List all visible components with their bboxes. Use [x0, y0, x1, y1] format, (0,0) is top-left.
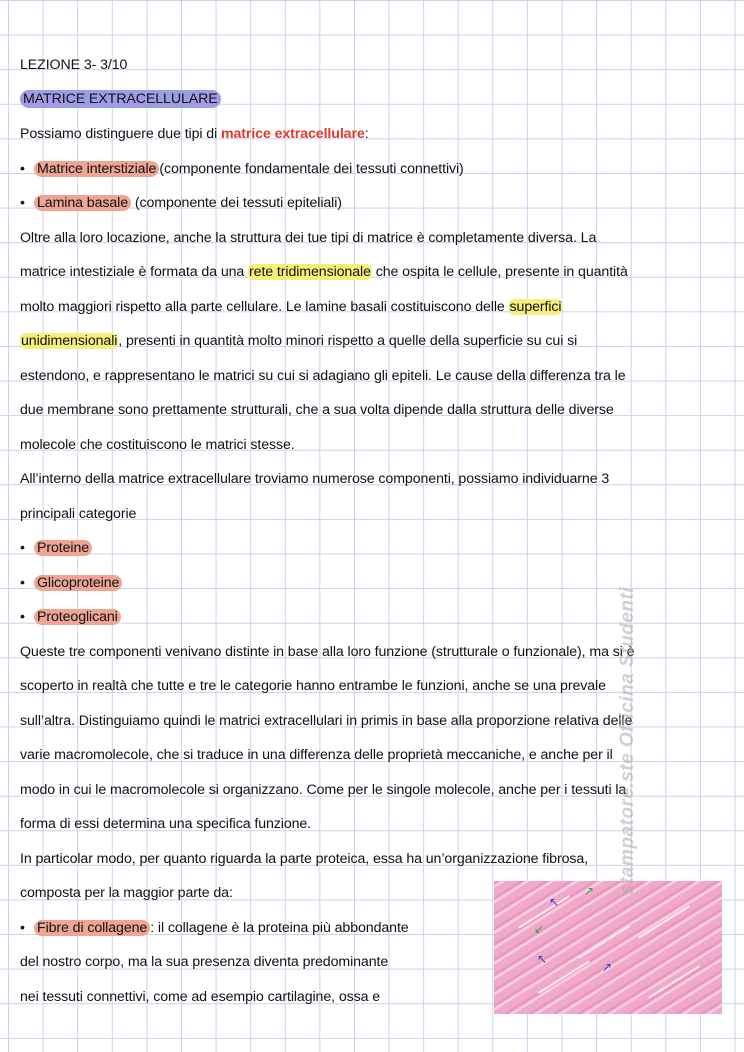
text-line: All’interno della matrice extracellulare troviamo numerose componenti, possiamo individuarne 3 [20, 471, 610, 487]
fiber-streak [638, 905, 690, 938]
text-line: sull’altra. Distinguiamo quindi le matrici extracellulari in primis in base alla proporzione relativa delle [20, 713, 633, 729]
yellow-highlight: rete tridimensionale [249, 264, 371, 280]
text-line: modo in cui le macromolecole si organizzano. Come per le singole molecole, anche per i tessuti la [20, 782, 627, 798]
term-highlight: Proteine [34, 540, 92, 556]
bullet: • [20, 195, 25, 211]
text-span: matrice intestiziale è formata da una [20, 264, 249, 280]
text-line: estendono, e rappresentano le matrici su cui si adagiano gli epiteli. Le cause della differenza tra le [20, 368, 626, 384]
bullet: • [20, 920, 25, 936]
text-line [20, 332, 577, 350]
term-highlight: Glicoproteine [34, 575, 122, 591]
yellow-highlight: unidimensionali [21, 333, 118, 349]
list-item [20, 194, 342, 212]
intro-line [20, 125, 369, 143]
text-line: molecole che costituiscono le matrici stesse. [20, 437, 295, 453]
watermark: stampatore.ste Officina Studenti [617, 586, 638, 895]
text-line: scoperto in realtà che tutte e tre le categorie hanno entrambe le funzioni, anche se una prevale [20, 678, 606, 694]
intro-text: Possiamo distinguere due tipi di [20, 126, 221, 142]
text-line: due membrane sono prettamente strutturali, che a sua volta dipende dalla struttura delle diverse [20, 402, 614, 418]
list-item [20, 539, 92, 557]
text-line: composta per la maggior parte da: [20, 885, 233, 901]
list-item [20, 574, 122, 592]
list-item [20, 160, 464, 178]
text-line: del nostro corpo, ma la sua presenza diventa predominante [20, 954, 389, 970]
arrow-icon: ↖ [549, 895, 560, 909]
list-item [20, 919, 409, 937]
text-span: che ospita le cellule, presente in quantità [371, 264, 628, 280]
page-title [20, 90, 221, 108]
micrograph-image [494, 881, 722, 1014]
term-highlight: Matrice interstiziale [34, 161, 159, 177]
arrow-icon: ↗ [602, 960, 613, 974]
arrow-icon: ↖ [537, 952, 548, 966]
term-highlight: Fibre di collagene [34, 920, 150, 936]
bullet: • [20, 161, 25, 177]
term-highlight: Lamina basale [34, 195, 131, 211]
term-note: (componente fondamentale dei tessuti connettivi) [159, 161, 464, 177]
text-line: principali categorie [20, 506, 137, 522]
term-note: (componente dei tessuti epiteliali) [134, 195, 342, 211]
term-highlight: Proteoglicani [34, 609, 121, 625]
text-line [20, 263, 628, 281]
text-line [20, 298, 562, 316]
text-line: In particolar modo, per quanto riguarda la parte proteica, essa ha un’organizzazione fibrosa, [20, 851, 589, 867]
fiber-streak [648, 965, 700, 998]
yellow-highlight: superfici [509, 299, 562, 315]
text-line: nei tessuti connettivi, come ad esempio cartilagine, ossa e [20, 989, 381, 1005]
arrow-icon: ↙ [534, 922, 545, 936]
fiber-streak [578, 925, 630, 958]
text-line: forma di essi determina una specifica funzione. [20, 816, 312, 832]
text-span: : il collagene è la proteina più abbondante [150, 920, 409, 936]
text-line: Oltre alla loro locazione, anche la struttura dei tue tipi di matrice è completamente diversa. La [20, 230, 597, 246]
list-item [20, 608, 121, 626]
bullet: • [20, 609, 25, 625]
intro-keyword: matrice extracellulare [220, 126, 365, 142]
intro-colon: : [364, 126, 369, 142]
text-span: , presenti in quantità molto minori rispetto a quelle della superficie su cui si [118, 333, 578, 349]
lesson-label: LEZIONE 3- 3/10 [20, 57, 128, 73]
arrow-icon: ↗ [584, 884, 595, 898]
text-line: varie macromolecole, che si traduce in una differenza delle proprietà meccaniche, e anche per il [20, 747, 613, 763]
bullet: • [20, 575, 25, 591]
text-span: molto maggiori rispetto alla parte cellulare. Le lamine basali costituiscono delle [20, 299, 509, 315]
text-line: Queste tre componenti venivano distinte in base alla loro funzione (strutturale o funzionale), ma si è [20, 644, 635, 660]
title-highlight: MATRICE EXTRACELLULARE [20, 90, 221, 108]
bullet: • [20, 540, 25, 556]
